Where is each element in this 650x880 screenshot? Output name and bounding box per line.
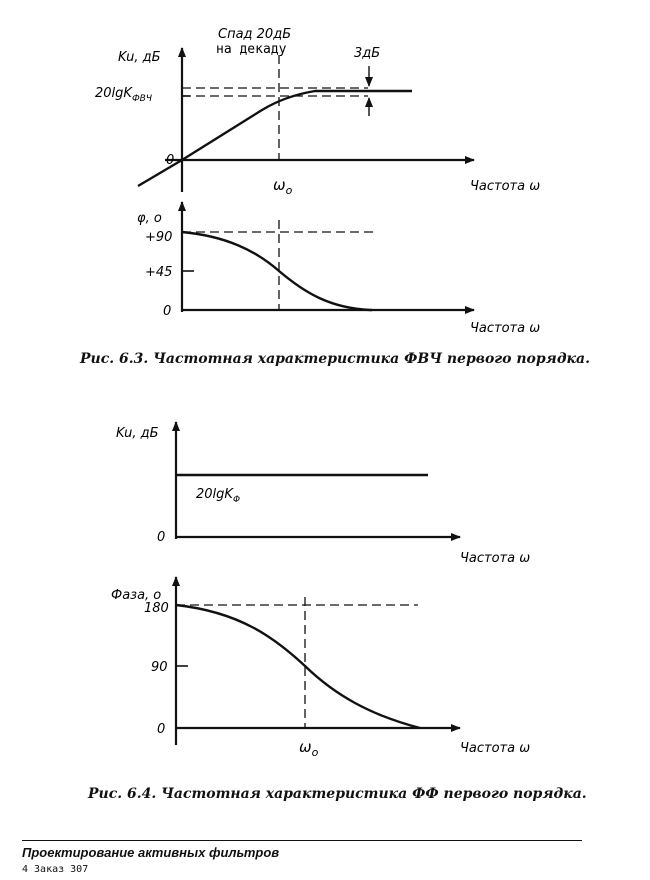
fig64-phase-curve (176, 605, 420, 728)
fig64-magnitude-plot (116, 422, 530, 566)
fig64-mag-ylabel: Ku, дБ (116, 426, 159, 441)
fig64-phase-ylabel: Фаза, о (111, 588, 162, 603)
fig63-magnitude-curve (138, 91, 412, 186)
fig63-mag-ylabel: Ku, дБ (118, 50, 161, 65)
fig64-phase-plot (111, 577, 530, 759)
footer-signature: 4 Заказ 307 (22, 864, 89, 875)
fig63-phase-tick-0-label: 0 (163, 304, 172, 319)
fig63-annotation-line2: на декаду (216, 42, 287, 57)
fig63-caption: Рис. 6.3. Частотная характеристика ФВЧ первого порядка. (80, 351, 590, 367)
fig63-magnitude-plot (95, 27, 540, 197)
fig63-3db-label: 3дБ (354, 46, 381, 61)
fig63-annotation-line1: Спад 20дБ (218, 27, 292, 42)
fig64-phase-tick-0-label: 0 (157, 722, 166, 737)
fig63-mag-zero: 0 (166, 153, 175, 168)
fig63-phase-curve (182, 232, 372, 310)
fig64-mag-xlabel: Частота ω (460, 551, 531, 566)
fig64-phase-tick-90-label: 90 (151, 660, 168, 675)
fig63-mag-level-label: 20lgK$_{ФВЧ}$ (95, 86, 153, 104)
footer-title: Проектирование активных фильтров (22, 845, 280, 860)
fig64-mag-zero: 0 (157, 530, 166, 545)
fig64-phase-omega0: $\omega_o$ (299, 738, 319, 759)
fig64-mag-level-label: 20lgK$_\Phi$ (196, 487, 241, 505)
footer-divider (22, 840, 582, 841)
fig64-phase-tick-180-label: 180 (144, 601, 169, 616)
fig63-phase-tick-45-label: +45 (145, 265, 173, 280)
fig63-mag-xlabel: Частота ω (470, 179, 541, 194)
fig63-mag-omega0: $\omega_o$ (273, 176, 293, 197)
fig63-phase-ylabel: φ, о (137, 211, 162, 226)
fig64-caption: Рис. 6.4. Частотная характеристика ФФ первого порядка. (88, 786, 587, 802)
fig63-phase-tick-90-label: +90 (145, 230, 173, 245)
fig63-phase-plot (137, 202, 540, 336)
fig64-phase-xlabel: Частота ω (460, 741, 531, 756)
fig63-phase-xlabel: Частота ω (470, 321, 541, 336)
